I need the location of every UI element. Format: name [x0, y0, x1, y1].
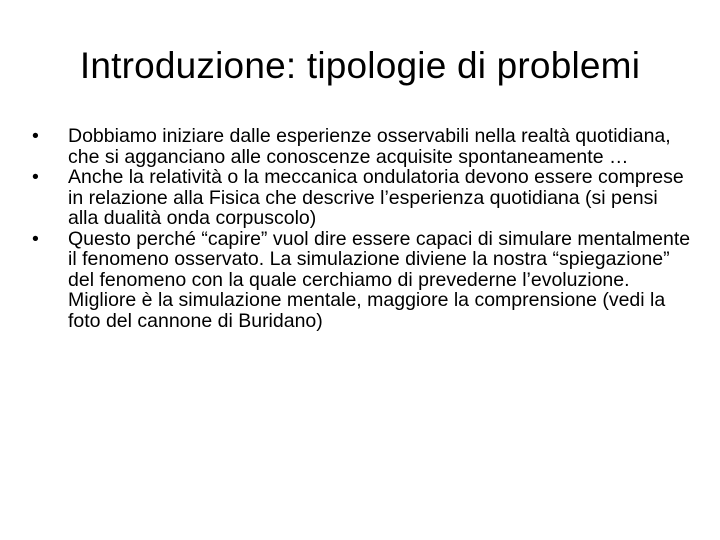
bullet-text: Questo perché “capire” vuol dire essere capaci di simulare mentalmente il fenomeno osservato. La simulazione diviene la nostra “spiegazione” del fenomeno con la quale cerchiamo di prevederne l’evoluzione. Migliore è la simulazione mentale, maggiore la comprensione (vedi la foto del cannone di Buridano) — [68, 227, 691, 332]
bullet-text: Anche la relatività o la meccanica ondulatoria devono essere comprese in relazione alla Fisica che descrive l’esperienza quotidiana (si pensi alla dualità onda corpuscolo) — [68, 166, 684, 229]
bullet-text: Dobbiamo iniziare dalle esperienze osservabili nella realtà quotidiana, che si agganciano alle conoscenze acquisite spontaneamente … — [68, 125, 671, 168]
bullet-icon: • — [32, 125, 39, 147]
bullet-icon: • — [32, 166, 39, 188]
slide-title: Introduzione: tipologie di problemi — [79, 45, 641, 86]
bullet-item — [32, 229, 692, 332]
bullet-item — [32, 126, 692, 167]
bullet-list — [32, 126, 692, 331]
bullet-icon: • — [32, 227, 39, 250]
bullet-item — [32, 167, 692, 229]
